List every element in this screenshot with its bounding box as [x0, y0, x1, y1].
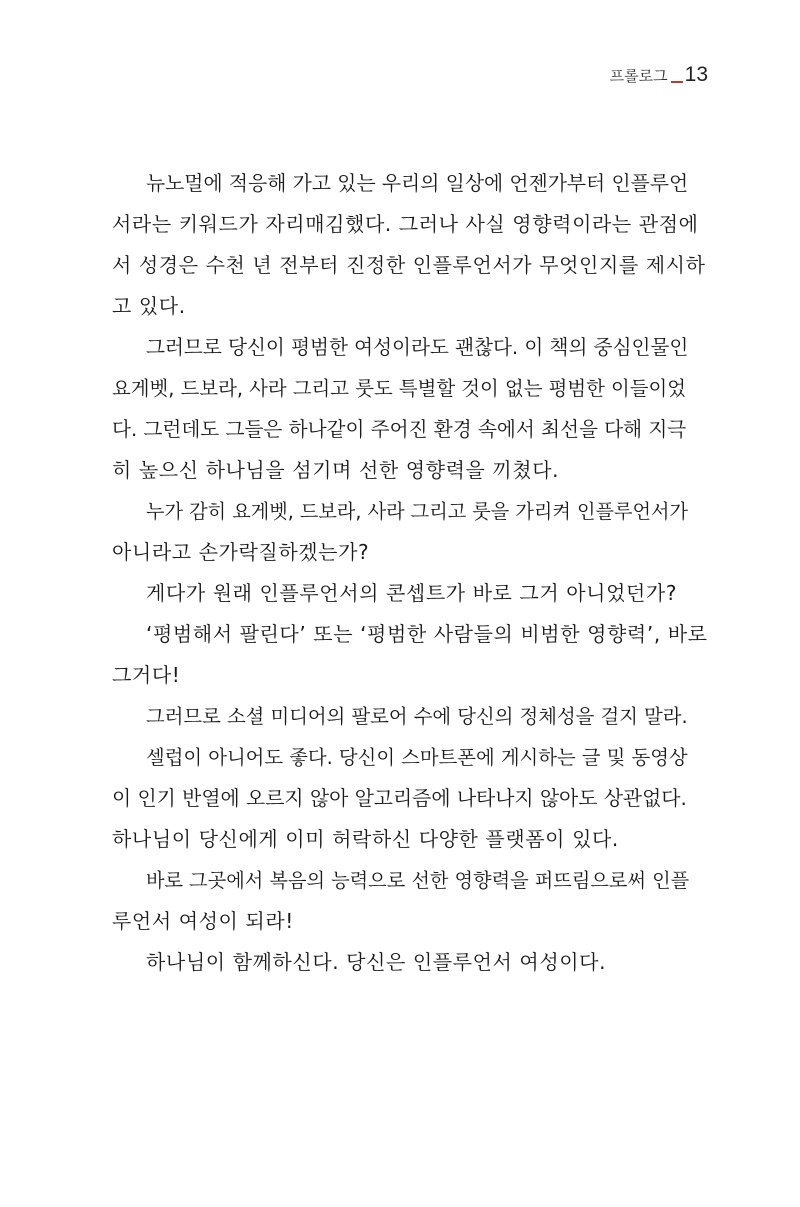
section-name: 프롤로그 [609, 67, 668, 85]
text-line: 그러므로 당신이 평범한 여성이라도 괜찮다. 이 책의 중심인물인 [146, 336, 689, 359]
text-line: 게다가 원래 인플루언서의 콘셉트가 바로 그거 아니었던가? [146, 581, 678, 605]
text-line: 루언서 여성이 되라! [112, 909, 294, 933]
text-line: ‘평범해서 팔린다’ 또는 ‘평범한 사람들의 비범한 영향력’, 바로 [146, 622, 708, 646]
text-line: 그거다! [112, 663, 181, 687]
text-line: 그러므로 소셜 미디어의 팔로어 수에 당신의 정체성을 걸지 말라. [146, 705, 688, 728]
text-line: 바로 그곳에서 복음의 능력으로 선한 영향력을 퍼뜨림으로써 인플 [146, 869, 690, 892]
text-line: 셀럽이 아니어도 좋다. 당신이 스마트폰에 게시하는 글 및 동영상 [146, 746, 688, 769]
text-line: 요게벳, 드보라, 사라 그리고 룻도 특별할 것이 없는 평범한 이들이었 [112, 377, 687, 400]
header-separator [671, 81, 683, 83]
text-line: 서라는 키워드가 자리매김했다. 그러나 사실 영향력이라는 관점에 [112, 212, 699, 236]
body-text [112, 163, 708, 983]
text-line: 서 성경은 수천 년 전부터 진정한 인플루언서가 무엇인지를 제시하 [112, 253, 706, 277]
text-line: 히 높으신 하나님을 섬기며 선한 영향력을 끼쳤다. [112, 458, 560, 482]
text-line: 아니라고 손가락질하겠는가? [112, 540, 370, 564]
text-line: 뉴노멀에 적응해 가고 있는 우리의 일상에 언젠가부터 인플루언 [146, 172, 689, 195]
text-line: 하나님이 당신에게 이미 허락하신 다양한 플랫폼이 있다. [112, 827, 619, 851]
text-line: 이 인기 반열에 오르지 않아 알고리즘에 나타나지 않아도 상관없다. [112, 787, 687, 810]
page-number: 13 [684, 63, 708, 86]
text-line: 하나님이 함께하신다. 당신은 인플루언서 여성이다. [146, 950, 607, 974]
text-line: 누가 감히 요게벳, 드보라, 사라 그리고 룻을 가리켜 인플루언서가 [146, 500, 689, 523]
running-header [610, 64, 708, 86]
text-line: 다. 그런데도 그들은 하나같이 주어진 환경 속에서 최선을 다해 지극 [112, 418, 687, 441]
text-line: 고 있다. [112, 294, 186, 318]
